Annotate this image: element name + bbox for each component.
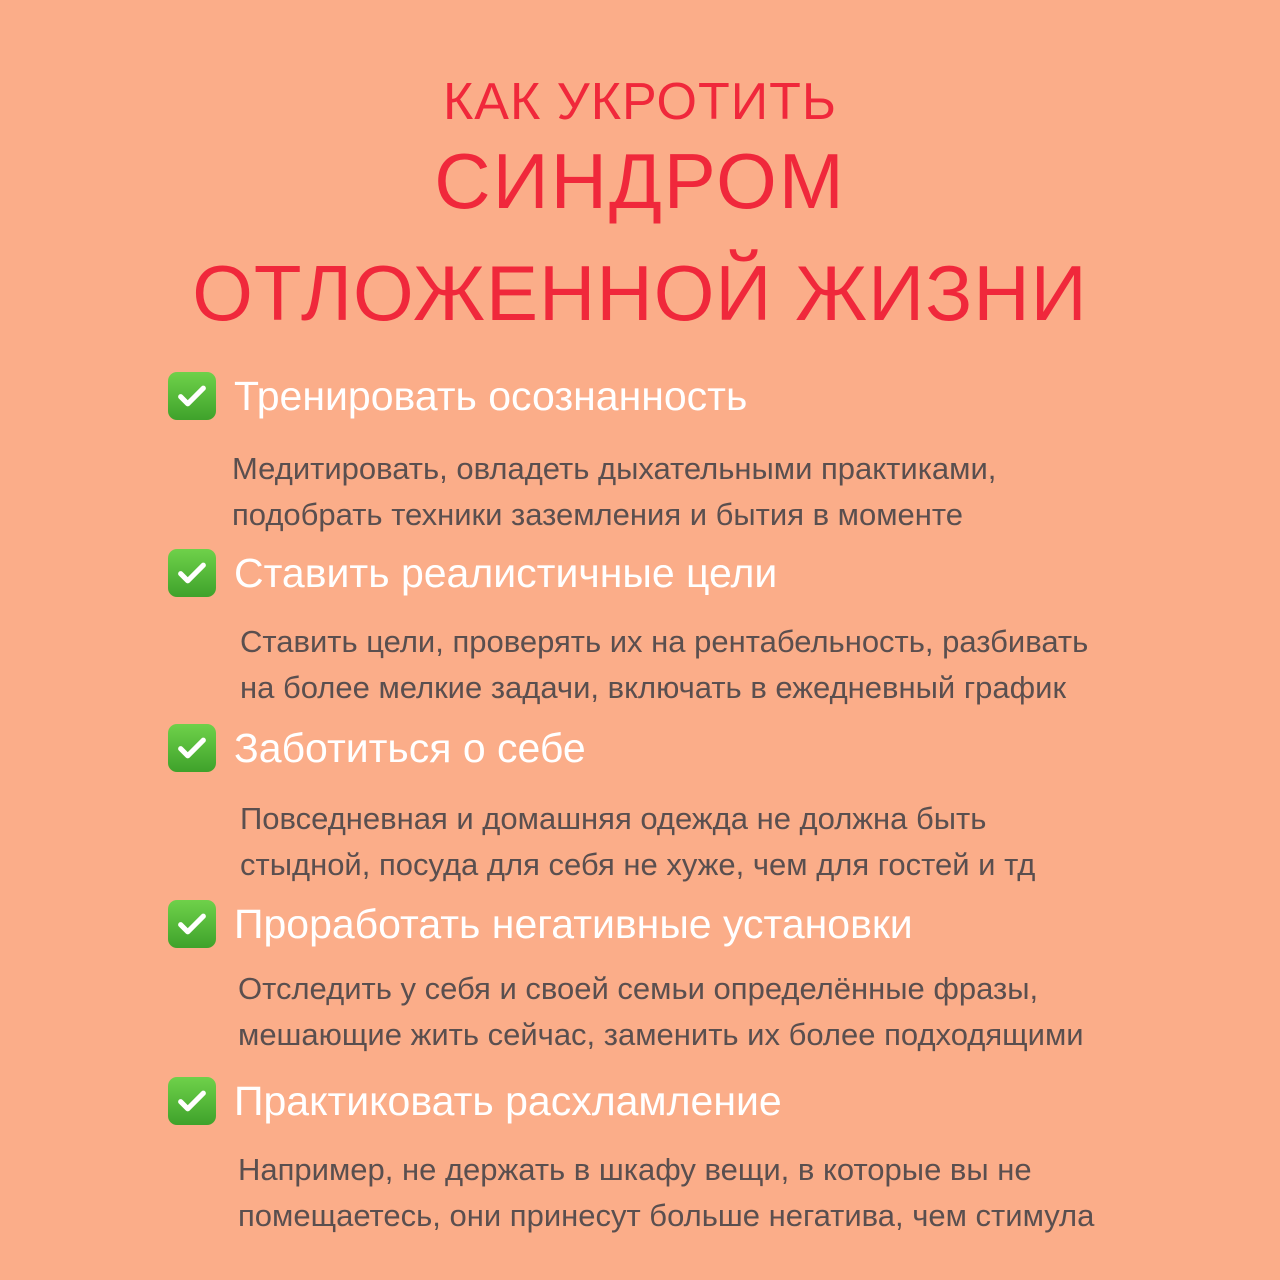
item-heading: Практиковать расхламление — [234, 1077, 782, 1124]
check-mark-icon — [168, 724, 216, 772]
list-item — [168, 720, 1240, 888]
title-line-3: ОТЛОЖЕННОЙ ЖИЗНИ — [192, 249, 1088, 337]
item-description-line: Ставить цели, проверять их на рентабельность, разбивать — [240, 624, 1089, 659]
item-description-line: Например, не держать в шкафу вещи, в которые вы не — [238, 1152, 1032, 1187]
list-item — [168, 1073, 1240, 1239]
item-description-line: Медитировать, овладеть дыхательными практиками, — [232, 451, 997, 486]
check-mark-icon — [168, 1077, 216, 1125]
item-heading: Проработать негативные установки — [234, 900, 913, 947]
list-item — [168, 368, 1240, 538]
item-description-line: Отследить у себя и своей семьи определённые фразы, — [238, 971, 1039, 1006]
item-heading: Заботиться о себе — [234, 724, 586, 771]
item-description-line: Повседневная и домашняя одежда не должна быть — [240, 801, 987, 836]
title-line-1: КАК УКРОТИТЬ — [442, 73, 838, 131]
item-description-line: помещаетесь, они принесут больше негатива, чем стимула — [238, 1198, 1095, 1233]
item-description-line: стыдной, посуда для себя не хуже, чем для гостей и тд — [240, 847, 1036, 882]
check-mark-icon — [168, 372, 216, 420]
item-description-line: подобрать техники заземления и бытия в моменте — [232, 497, 963, 532]
item-heading: Тренировать осознанность — [234, 372, 748, 419]
check-mark-icon — [168, 900, 216, 948]
item-description-line: мешающие жить сейчас, заменить их более подходящими — [238, 1017, 1084, 1052]
check-mark-icon — [168, 549, 216, 597]
title-line-2: СИНДРОМ — [434, 137, 846, 225]
list-item — [168, 545, 1240, 711]
item-description-line: на более мелкие задачи, включать в ежедневный график — [240, 670, 1067, 705]
item-heading: Ставить реалистичные цели — [234, 549, 778, 596]
list-item — [168, 896, 1240, 1058]
